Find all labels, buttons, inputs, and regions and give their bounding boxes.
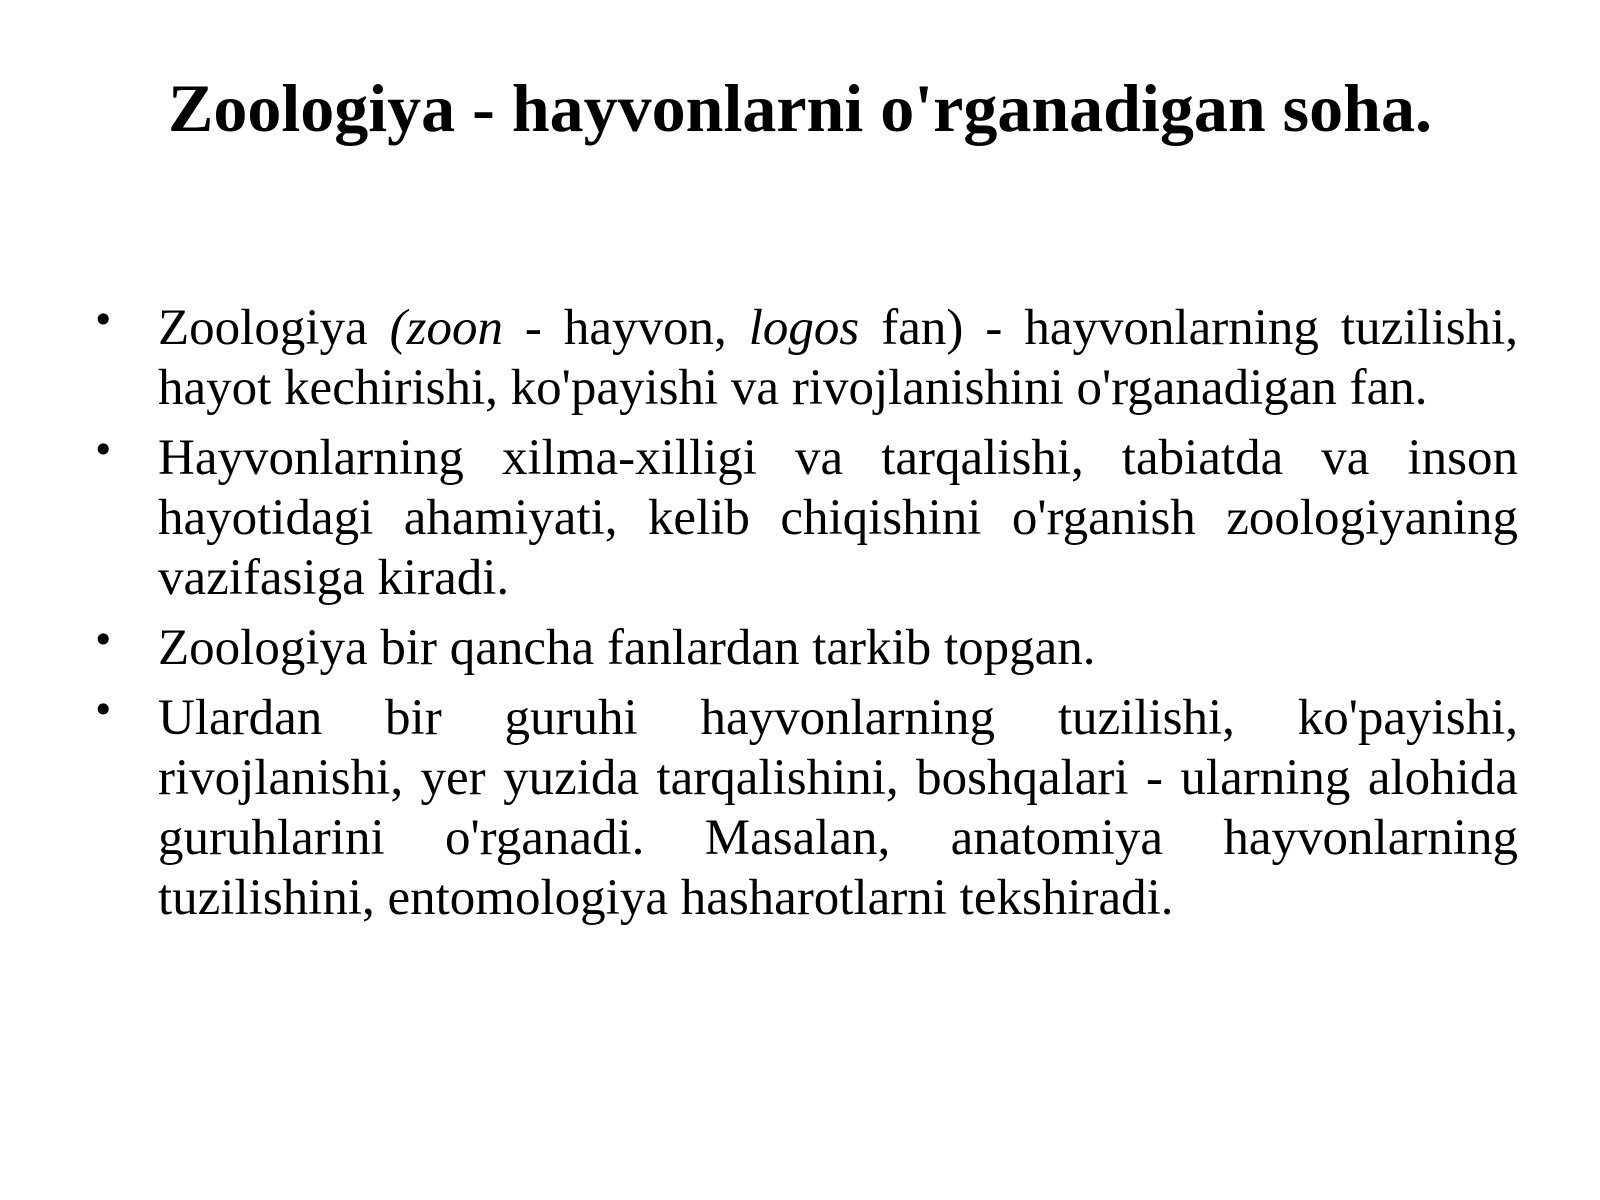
bullet-text: Hayvonlarning xilma-xilligi va tarqalishi, tabiatda va inson hayotidagi ahamiyati, kelib chiqishini o'rganish zoologiyaning vazifasiga kiradi. — [158, 430, 1518, 606]
bullet-text: Ulardan bir guruhi hayvonlarning tuzilishi, ko'payishi, rivojlanishi, yer yuzida tarqalishini, boshqalari - ularning alohida guruhlarini o'rganadi. Masalan, anatomiya hayvonlarning tuzilishini, entomologiya hasharotlarni tekshiradi. — [158, 690, 1518, 926]
bullet-icon: • — [92, 688, 115, 732]
text-segment: Zoologiya — [158, 300, 390, 356]
bullet-text: Zoologiya bir qancha fanlardan tarkib topgan. — [158, 620, 1096, 676]
list-item — [92, 618, 1518, 678]
italic-term: logos — [748, 300, 860, 356]
list-item — [92, 688, 1518, 928]
text-segment: - hayvon, — [502, 300, 749, 356]
bullet-icon: • — [92, 428, 115, 472]
bullet-icon: • — [92, 618, 115, 662]
text-segment: fan) - hayvonlarning tuzilishi, hayot kechirishi, ko'payishi va rivojlanishini o'rganadigan fan. — [158, 300, 1518, 416]
list-item — [92, 298, 1518, 418]
bullet-text — [158, 300, 1518, 416]
italic-term: (zoon — [389, 300, 503, 356]
bullet-list — [92, 298, 1518, 938]
bullet-icon: • — [92, 298, 115, 342]
slide-title: Zoologiya - hayvonlarni o'rganadigan soha. — [168, 70, 1432, 146]
list-item — [92, 428, 1518, 608]
